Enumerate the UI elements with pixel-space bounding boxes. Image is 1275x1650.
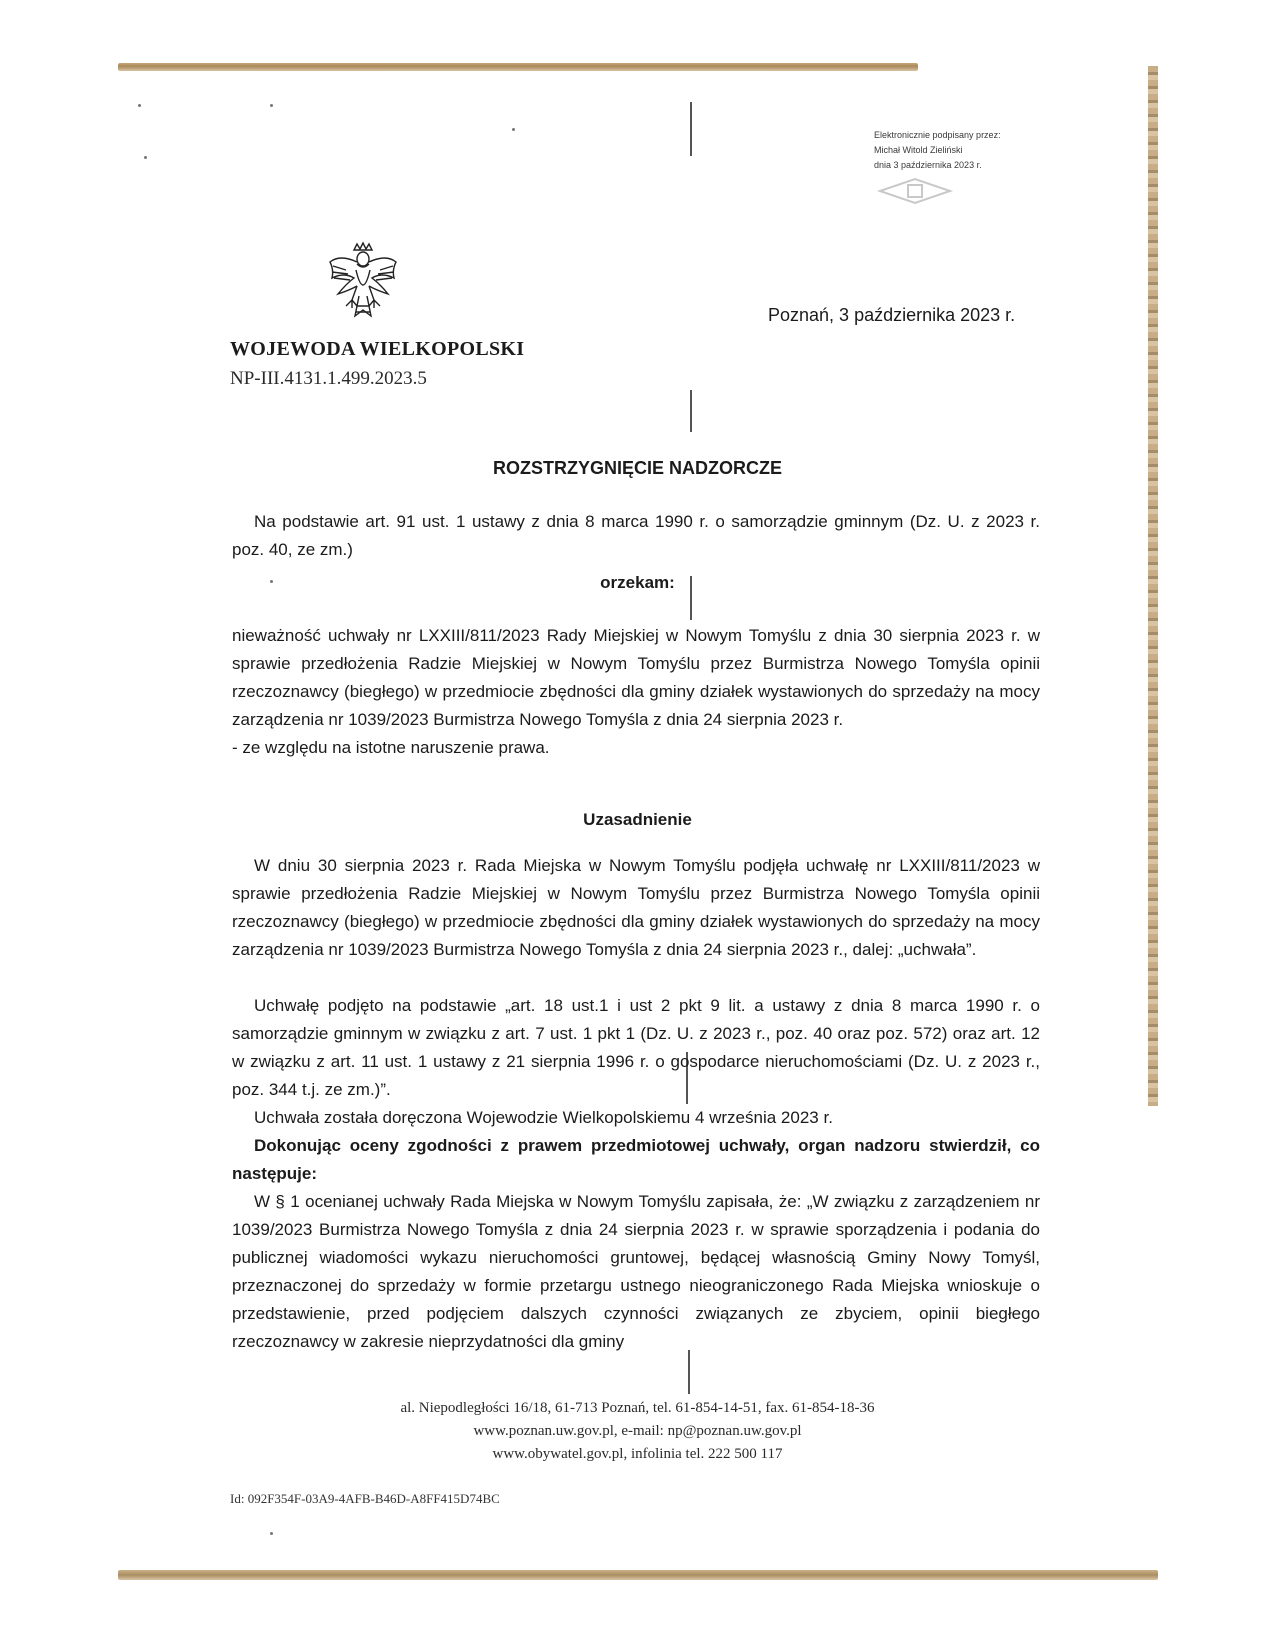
justification-paragraph: W § 1 ocenianej uchwały Rada Miejska w Nowym Tomyślu zapisała, że: „W związku z zarządzeniem nr 1039/2023 Burmistrza Nowego Tomyśla z dnia 24 sierpnia 2023 r. w sprawie sporządzenia i podania do publicznej wiadomości wykazu nieruchomości gruntowej, będącej własnością Gminy Nowy Tomyśl, przeznaczonej do sprzedaży w formie przetargu ustnego nieograniczonego Rada Miejska wnioskuje o przedstawienie, przed podjęciem dalszych czynności związanych ze zbyciem, opinii biegłego rzeczoznawcy w zakresie nieprzydatności dla gminy [232,1192,1040,1351]
fold-crease [690,102,692,156]
scan-edge-top [118,63,918,71]
signature-line: Michał Witold Zieliński [874,145,963,155]
footer-address: al. Niepodległości 16/18, 61-713 Poznań, tel. 61-854-14-51, fax. 61-854-18-36 [400,1400,875,1416]
scan-speck [138,104,141,107]
scan-speck [270,1532,273,1535]
ruling-label: orzekam: [600,573,675,592]
office-contact-footer [0,1397,1275,1466]
signature-stamp-icon [870,176,960,206]
finding-statement: Dokonując oceny zgodności z prawem przedmiotowej uchwały, organ nadzoru stwierdził, co następuje: [232,1136,1040,1183]
footer-helpline: www.obywatel.gov.pl, infolinia tel. 222 500 117 [492,1446,783,1462]
justification-paragraph: Uchwałę podjęto na podstawie „art. 18 ust.1 i ust 2 pkt 9 lit. a ustawy z dnia 8 marca 1990 r. o samorządzie gminnym w związku z art. 7 ust. 1 pkt 1 (Dz. U. z 2023 r., poz. 40 oraz poz. 572) oraz art. 12 w związku z art. 11 ust. 1 ustawy z 21 sierpnia 1996 r. o gospodarce nieruchomościami (Dz. U. z 2023 r., poz. 344 t.j. ze zm.)”. [232,996,1040,1099]
fold-crease [690,390,692,432]
justification-paragraph: W dniu 30 sierpnia 2023 r. Rada Miejska w Nowym Tomyślu podjęła uchwałę nr LXXIII/811/2023 w sprawie przedłożenia Radzie Miejskiej w Nowym Tomyślu przez Burmistrza Nowego Tomyśla opinii rzeczoznawcy (biegłego) w przedmiocie zbędności dla gminy działek wystawionych do sprzedaży na mocy zarządzenia nr 1039/2023 Burmistrza Nowego Tomyśla z dnia 24 sierpnia 2023 r., dalej: „uchwała”. [232,856,1040,959]
issuing-authority: WOJEWODA WIELKOPOLSKI [230,338,525,360]
electronic-signature-note [874,128,1074,173]
document-id: Id: 092F354F-03A9-4AFB-B46D-A8FF415D74BC [230,1491,500,1506]
justification-heading: Uzasadnienie [583,810,692,829]
legal-basis-paragraph: Na podstawie art. 91 ust. 1 ustawy z dnia 8 marca 1990 r. o samorządzie gminnym (Dz. U. z 2023 r. poz. 40, ze zm.) [232,512,1040,559]
ruling-text: nieważność uchwały nr LXXIII/811/2023 Rady Miejskiej w Nowym Tomyślu z dnia 30 sierpnia 2023 r. w sprawie przedłożenia Radzie Miejskiej w Nowym Tomyślu przez Burmistrza Nowego Tomyśla opinii rzeczoznawcy (biegłego) w przedmiocie zbędności dla gminy działek wystawionych do sprzedaży na mocy zarządzenia nr 1039/2023 Burmistrza Nowego Tomyśla z dnia 24 sierpnia 2023 r. [232,626,1040,729]
document-title: ROZSTRZYGNIĘCIE NADZORCZE [492,458,782,478]
fold-crease [688,1350,690,1394]
ruling-reason: - ze względu na istotne naruszenie prawa. [232,738,550,757]
signature-line: dnia 3 października 2023 r. [874,160,982,170]
polish-eagle-emblem-icon [326,240,400,324]
footer-web-email: www.poznan.uw.gov.pl, e-mail: np@poznan.uw.gov.pl [473,1423,802,1439]
case-number: NP-III.4131.1.499.2023.5 [230,368,427,389]
signature-line: Elektronicznie podpisany przez: [874,130,1001,140]
place-and-date: Poznań, 3 października 2023 r. [768,305,1016,325]
scan-speck [512,128,515,131]
justification-paragraph: Uchwała została doręczona Wojewodzie Wielkopolskiemu 4 września 2023 r. [254,1108,833,1127]
scan-edge-bottom [118,1570,1158,1580]
scan-speck [270,104,273,107]
scan-speck [144,156,147,159]
